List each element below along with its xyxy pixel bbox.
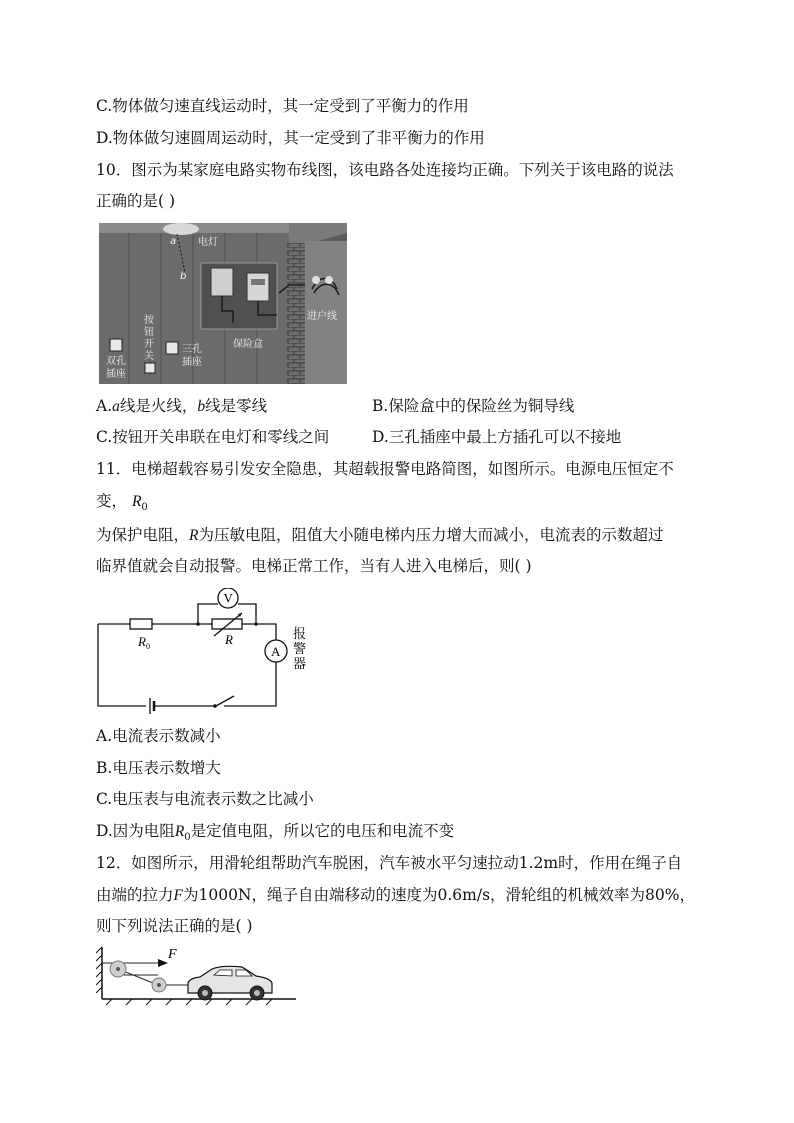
button-switch-label-4: 关 xyxy=(144,351,154,362)
q11-option-c: C.电压表与电流表示数之比减小 xyxy=(96,790,314,808)
ammeter-label: A xyxy=(271,644,281,659)
q10-option-d: D.三孔插座中最上方插孔可以不接地 xyxy=(372,428,622,446)
car-icon xyxy=(188,966,272,1000)
alarm-label-1: 报 xyxy=(293,627,307,642)
q10-option-b: B.保险盒中的保险丝为铜导线 xyxy=(372,397,575,415)
q10-option-c: C.按钮开关串联在电灯和零线之间 xyxy=(96,428,330,446)
q12-stem-line3: 则下列说法正确的是( ) xyxy=(96,917,253,935)
triple-socket-label-1: 三孔 xyxy=(182,344,202,355)
button-switch-label-2: 钮 xyxy=(144,327,154,338)
q10-stem-line1: 10．图示为某家庭电路实物布线图，该电路各处连接均正确。下列关于该电路的说法 xyxy=(96,161,674,179)
q11-stem-line3: 为保护电阻，R为压敏电阻，阻值大小随电梯内压力增大而减小，电流表的示数超过 xyxy=(96,526,664,544)
force-f-label: F xyxy=(168,947,177,962)
q11-option-d: D.因为电阻$R_0$是定值电阻，所以它的电压和电流不变 xyxy=(96,822,455,844)
wire-a-label: a xyxy=(170,236,177,247)
r0-label: $R_0$ xyxy=(138,634,150,651)
double-socket-label-2: 插座 xyxy=(106,369,126,380)
alarm-label-2: 警 xyxy=(293,642,307,657)
button-switch-icon xyxy=(145,363,155,373)
household-circuit-figure xyxy=(99,223,347,384)
q11-stem-line4: 临界值就会自动报警。电梯正常工作，当有人进入电梯后，则( ) xyxy=(96,557,532,575)
q10-stem-line2: 正确的是( ) xyxy=(96,192,176,210)
q9-option-c: C.物体做匀速直线运动时，其一定受到了平衡力的作用 xyxy=(96,97,469,115)
q9-option-d: D.物体做匀速圆周运动时，其一定受到了非平衡力的作用 xyxy=(96,129,485,147)
fuse-box-label: 保险盒 xyxy=(233,339,263,350)
q11-option-b: B.电压表示数增大 xyxy=(96,759,221,777)
lamp-label: 电灯 xyxy=(198,237,218,248)
lamp-icon xyxy=(163,223,199,235)
pulley-car-figure xyxy=(96,945,296,1007)
button-switch-label-3: 开 xyxy=(144,339,154,350)
q11-option-a: A.电流表示数减小 xyxy=(96,727,221,745)
q10-option-a: A.a线是火线，b线是零线 xyxy=(96,397,268,415)
resistor-r0 xyxy=(130,619,152,629)
q12-stem-line1: 12．如图所示，用滑轮组帮助汽车脱困，汽车被水平匀速拉动1.2m时，作用在绳子自 xyxy=(96,854,683,872)
q11-stem-line2: 变， $R_0$ xyxy=(96,492,148,514)
wire-b-label: b xyxy=(180,271,187,282)
triple-socket-label-2: 插座 xyxy=(182,357,202,368)
incoming-line-label: 进户线 xyxy=(307,311,337,322)
fuse-box-icon xyxy=(211,268,233,296)
alarm-label-3: 器 xyxy=(293,657,307,672)
q11-stem-line1: 11．电梯超载容易引发安全隐患，其超载报警电路简图，如图所示。电源电压恒定不 xyxy=(96,460,674,478)
varistor-r xyxy=(212,619,242,629)
button-switch-label-1: 按 xyxy=(144,315,154,326)
alarm-circuit-figure xyxy=(94,588,324,714)
double-socket-icon xyxy=(110,339,122,351)
double-socket-label-1: 双孔 xyxy=(106,356,126,367)
voltmeter-label: V xyxy=(223,590,233,606)
q12-stem-line2: 由端的拉力F为1000N，绳子自由端移动的速度为0.6m/s，滑轮组的机械效率为80%， xyxy=(96,886,695,904)
electric-meter-icon xyxy=(247,273,269,301)
r-label: R xyxy=(225,632,233,647)
triple-socket-icon xyxy=(166,342,178,354)
